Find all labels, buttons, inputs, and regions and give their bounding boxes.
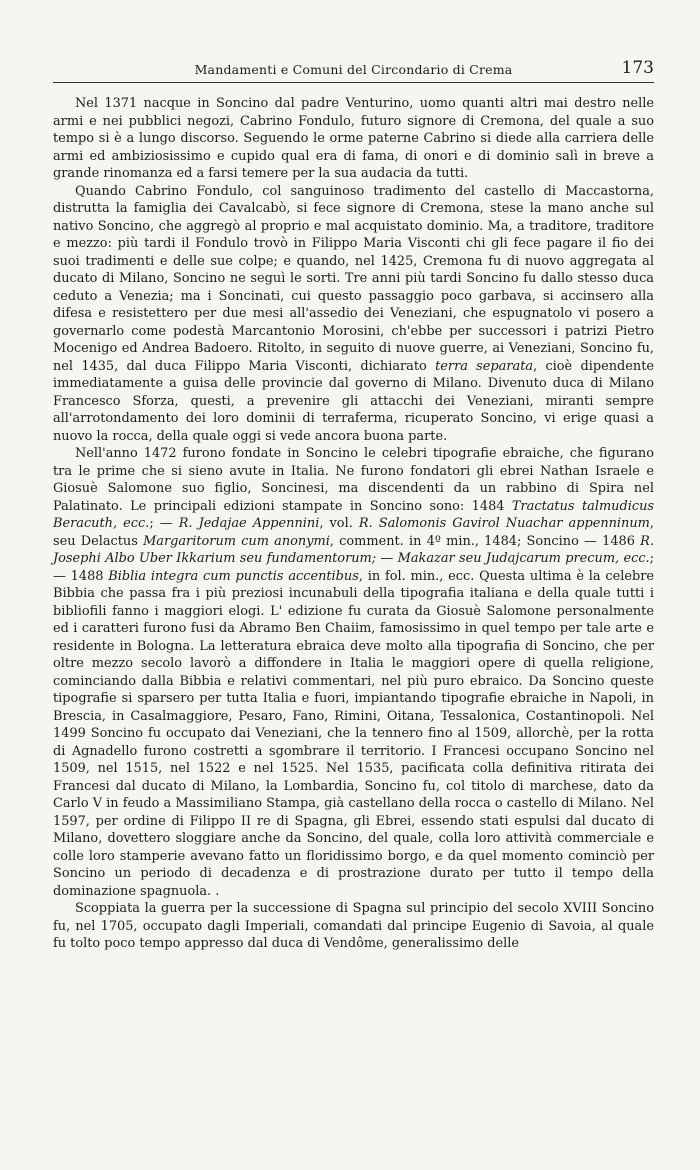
text-run: Nel 1371 nacque in Soncino dal padre Venturino, uomo quanti altri mai destro nelle armi e nei pubblici negozi, Cabrino Fondulo, futuro signore di Cremona, del quale a suo tempo si è a lungo discorso. Seguendo le orme paterne Cabrino si diede alla carriera delle armi ed ambiziosissimo e cupido qual era di fama, di onori e di dominio salì in breve a grande rinomanza ed a farsi temere per la sua audacia da tutti. <box>53 96 654 181</box>
page-number: 173 <box>621 58 654 78</box>
italic-run: terra separata <box>435 358 534 374</box>
text-run: ; — <box>149 516 179 531</box>
text-run: Scoppiata la guerra per la successione di Spagna sul principio del secolo XVIII Soncino fu, nel 1705, occupato dagli Imperiali, comandati dal principe Eugenio di Savoia, al quale fu tolto poco tempo appresso dal duca di Vendôme, generalissimo delle <box>53 901 654 951</box>
text-run: , vol. <box>319 516 359 531</box>
body-text <box>53 95 654 953</box>
paragraph <box>53 900 654 953</box>
text-run: , comment. in 4º min., 1484; Soncino — 1486 <box>329 533 641 549</box>
paragraph <box>53 95 654 183</box>
text-run: , in fol. min., ecc. Questa ultima è la celebre Bibbia che passa fra i più preziosi incunabuli della tipografia italiana e della quale tutti i bibliofili fanno i maggiori elogi. L' edizione fu curata da Giosuè Salomone personalmente ed i caratteri furono fusi da Abramo Ben Chaiim, famosissimo in quel tempo per tale arte e residente in Bologna. La letteratura ebraica deve molto alla tipografia di Soncino, che per oltre mezzo secolo lavorò a diffondere in Italia le maggiori opere di quella religione, cominciando dalla Bibbia e relativi commentari, nel più puro ebraico. Da Soncino queste tipografie si sparsero per tutta Italia e fuori, impiantando tipografie ebraiche in Napoli, in Brescia, in Casalmaggiore, Pesaro, Fano, Rimini, Oitana, Tessalonica, Costantinopoli. Nel 1499 Soncino fu occupato dai Veneziani, che la tennero fino al 1509, allorchè, per la rotta di Agnadello furono costretti a sgombrare il territorio. I Francesi occupano Soncino nel 1509, nel 1515, nel 1522 e nel 1525. Nel 1535, pacificata colla definitiva ritirata dei Francesi dal ducato di Milano, la Lombardia, Soncino fu, col titolo di marchese, dato da Carlo V in feudo a Massimiliano Stampa, già castellano della rocca o castello di Milano. Nel 1597, per ordine di Filippo II re di Spagna, gli Ebrei, essendo stati espulsi dal ducato di Milano, dovettero sloggiare anche da Soncino, del quale, colla loro attività commerciale e colle loro stamperie avevano fatto un floridissimo borgo, e da quel momento cominciò per Soncino un periodo di decadenza e di prostrazione durato per tutto il tempo della dominazione spagnuola. . <box>53 568 654 899</box>
text-run: Nell'anno 1472 furono fondate in Soncino le celebri tipografie ebraiche, che figurano tra le prime che si sieno avute in Italia. Ne furono fondatori gli ebrei Nathan Israele e Giosuè Salomone suo figlio, Soncinesi, ma discendenti da un rabbino di Spira nel Palatinato. Le principali edizioni stampate in Soncino sono: 1484 <box>53 446 654 514</box>
text-run: , cioè dipendente immediatamente a guisa delle provincie dal governo di Milano. Divenuto duca di Milano Francesco Sforza, questi, a prevenire gli attacchi dei Veneziani, miranti sempre all'arrotondamento dei loro dominii di terraferma, ricuperato Soncino, vi erige quasi a nuovo la rocca, della quale oggi si vede ancora buona parte. <box>53 358 655 444</box>
text-run: , seu Delactus <box>53 516 654 549</box>
paragraph <box>53 445 654 900</box>
running-title: Mandamenti e Comuni del Circondario di Crema <box>194 62 513 77</box>
page-header <box>53 58 654 83</box>
italic-run: Tractatus talmudicus Beracuth, ecc. <box>53 498 654 531</box>
italic-run: R. Josephi Albo Uber Ikkarium seu fundamentorum; — Makazar seu Judajcarum precum, ecc. <box>53 533 654 566</box>
text-run: ; — 1488 <box>53 551 654 584</box>
italic-run: Biblia integra cum punctis accentibus <box>108 568 359 584</box>
text-run: Quando Cabrino Fondulo, col sanguinoso tradimento del castello di Maccastorna, distrutta la famiglia dei Cavalcabò, si fece signore di Cremona, stese la mano anche sul nativo Soncino, che aggregò al proprio e mal acquistato dominio. Ma, a traditore, traditore e mezzo: più tardi il Fondulo trovò in Filippo Maria Visconti chi gli fece pagare il fio dei suoi tradimenti e delle sue colpe; e quando, nel 1425, Cremona fu di nuovo aggregata al ducato di Milano, Soncino ne seguì le sorti. Tre anni più tardi Soncino fu dallo stesso duca ceduto a Venezia; ma i Soncinati, cui questo passaggio poco garbava, si accinsero alla difesa e resistettero per due mesi all'assedio dei Veneziani, che espugnatolo vi posero a governarlo come podestà Marcantonio Morosini, ch'ebbe per successori i patrizi Pietro Mocenigo ed Andrea Badoero. Ritolto, in seguito di nuove guerre, ai Veneziani, Soncino fu, nel 1435, dal duca Filippo Maria Visconti, dichiarato <box>53 183 654 374</box>
italic-run: R. Jedajae Appennini <box>178 516 320 531</box>
italic-run: R. Salomonis Gavirol Nuachar appenninum <box>358 516 650 531</box>
paragraph <box>53 183 654 446</box>
italic-run: Margaritorum cum anonymi <box>143 533 330 549</box>
